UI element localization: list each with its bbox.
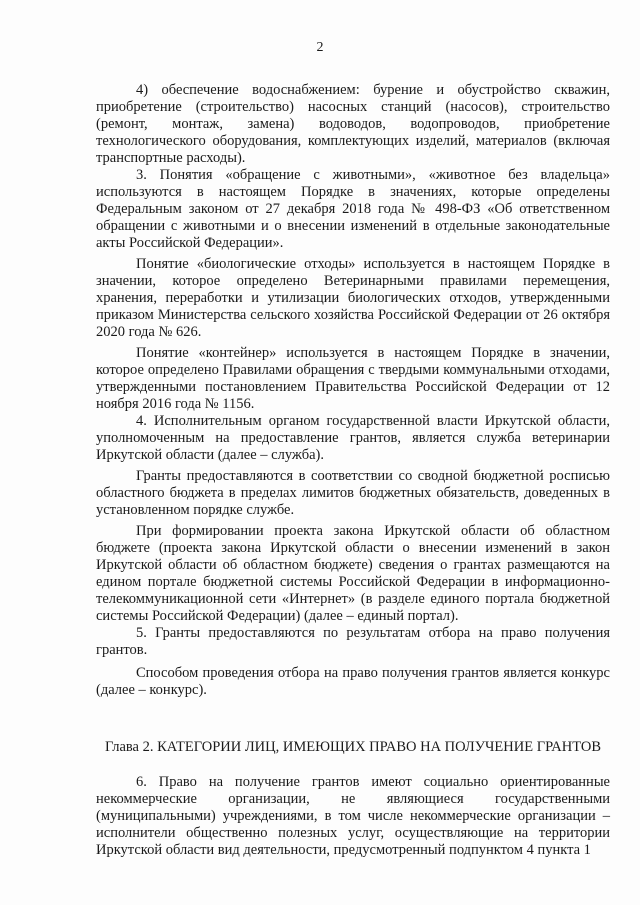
- paragraph-biological-waste: Понятие «биологические отходы» используется в настоящем Порядке в значении, которое определено Ветеринарными правилами перемещения, хранения, переработки и утилизации биологических отходов, утвержденными приказом Министерства сельского хозяйства Российской Федерации от 26 октября 2020 года № 626.: [96, 256, 610, 340]
- paragraph-animal-terms: 3. Понятия «обращение с животными», «животное без владельца» используются в настоящем Порядке в значениях, которые определены Федеральным законом от 27 декабря 2018 года № 498-ФЗ «Об ответственном обращении с животными и о внесении изменений в отдельные законодательные акты Российской Федерации».: [96, 167, 610, 251]
- paragraph-container: Понятие «контейнер» используется в настоящем Порядке в значении, которое определено Правилами обращения с твердыми коммунальными отходами, утвержденными постановлением Правительства Российской Федерации от 12 ноября 2016 года № 1156.: [96, 345, 610, 412]
- paragraph-eligibility: 6. Право на получение грантов имеют социально ориентированные некоммерческие организации, не являющиеся государственными (муниципальными) учреждениями, в том числе некоммерческие организации – исполнители общественно полезных услуг, осуществляющие на территории Иркутской области вид деятельности, предусмотренный подпунктом 4 пункта 1: [96, 774, 610, 858]
- paragraph-competition: Способом проведения отбора на право получения грантов является конкурс (далее – конкурс).: [96, 665, 610, 698]
- document-body: [96, 82, 610, 859]
- page-number: 2: [316, 40, 324, 55]
- paragraph-budget-grants: Гранты предоставляются в соответствии со сводной бюджетной росписью областного бюджета в пределах лимитов бюджетных обязательств, доведенных в установленном порядке службе.: [96, 468, 610, 518]
- paragraph-budget-law: При формировании проекта закона Иркутской области об областном бюджете (проекта закона Иркутской области о внесении изменений в закон Иркутской области об областном бюджете) сведения о грантах размещаются на едином портале бюджетной системы Российской Федерации в информационно-телекоммуникационной сети «Интернет» (в разделе единого портала бюджетной системы Российской Федерации) (далее – единый портал).: [96, 523, 610, 624]
- paragraph-water-supply: 4) обеспечение водоснабжением: бурение и обустройство скважин, приобретение (строительство) насосных станций (насосов), строительство (ремонт, монтаж, замена) водоводов, водопроводов, приобретение технологического оборудования, комплектующих изделий, материалов (включая транспортные расходы).: [96, 82, 610, 166]
- paragraph-selection: 5. Гранты предоставляются по результатам отбора на право получения грантов.: [96, 625, 610, 658]
- paragraph-executive-body: 4. Исполнительным органом государственной власти Иркутской области, уполномоченным на предоставление грантов, является служба ветеринарии Иркутской области (далее – служба).: [96, 413, 610, 463]
- chapter-heading: Глава 2. КАТЕГОРИИ ЛИЦ, ИМЕЮЩИХ ПРАВО НА ПОЛУЧЕНИЕ ГРАНТОВ: [104, 739, 602, 755]
